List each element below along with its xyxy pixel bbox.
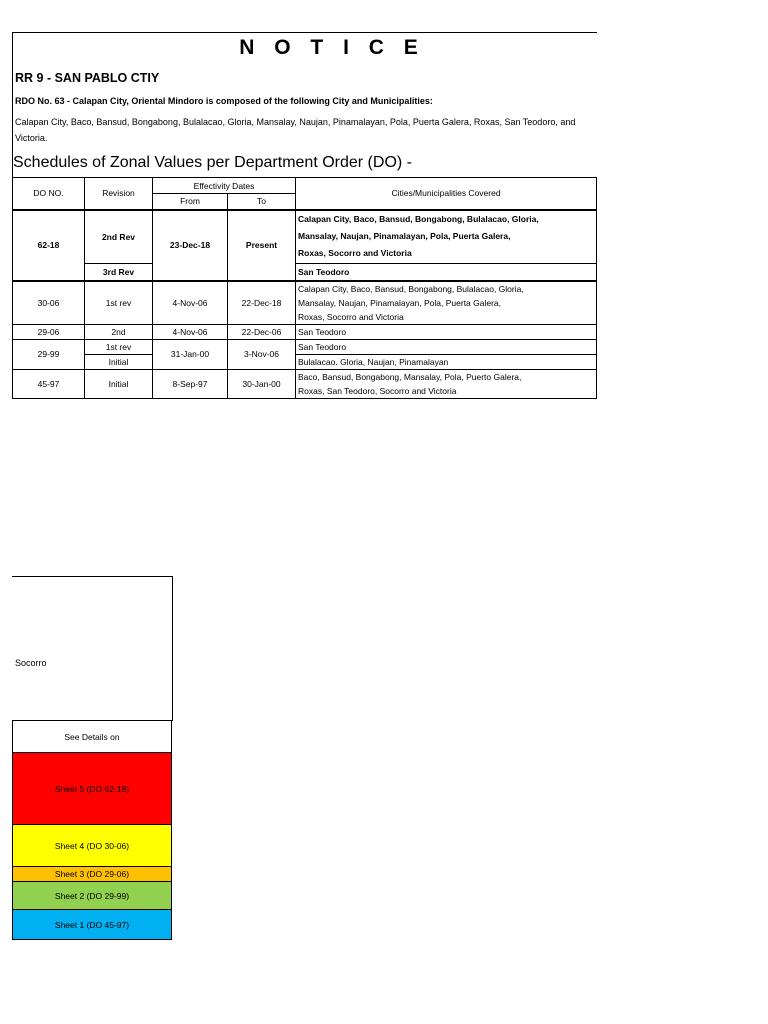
cell-covered [296, 210, 597, 264]
table-row [13, 369, 597, 398]
cell-from: 4-Nov-06 [153, 324, 228, 339]
rdo-bold-text: RDO No. 63 - Calapan City, Oriental Mindoro is composed of the following City and Municipalities: [15, 96, 433, 106]
rdo-description [15, 96, 433, 106]
sheet-3-link[interactable]: Sheet 3 (DO 29-06) [12, 867, 172, 882]
sheet-2-link[interactable]: Sheet 2 (DO 29-99) [12, 882, 172, 910]
sheet-5-link[interactable]: Sheet 5 (DO 62-18) [12, 753, 172, 825]
cell-do: 29-99 [13, 339, 85, 369]
cell-do: 45-97 [13, 369, 85, 398]
cell-do: 62-18 [13, 210, 85, 281]
cell-to: 22-Dec-18 [228, 281, 296, 325]
table-row [13, 210, 597, 264]
sheet-1-link[interactable]: Sheet 1 (DO 45-97) [12, 910, 172, 940]
composition-text: Calapan City, Baco, Bansud, Bongabong, Bulalacao, Gloria, Mansalay, Naujan, Pinamalayan, Pola, Puerta Galera, Roxas, San Teodoro, and Victoria. [15, 117, 576, 143]
cell-covered [296, 369, 597, 398]
cell-covered: San Teodoro [296, 264, 597, 281]
notice-title: N O T I C E [239, 36, 425, 59]
header-covered: Cities/Municipalities Covered [296, 178, 597, 210]
cell-from: 4-Nov-06 [153, 281, 228, 325]
cell-do: 29-06 [13, 324, 85, 339]
covered-line: Mansalay, Naujan, Pinamalayan, Pola, Puerta Galera, [298, 231, 511, 242]
header-effectivity: Effectivity Dates [153, 178, 296, 194]
cell-covered [296, 281, 597, 325]
schedule-title: Schedules of Zonal Values per Department Order (DO) - [13, 154, 412, 171]
cell-from: 8-Sep-97 [153, 369, 228, 398]
cell-rev: 2nd [85, 324, 153, 339]
covered-line: Baco, Bansud, Bongabong, Mansalay, Pola, Puerto Galera, [298, 371, 522, 382]
cell-to: 22-Dec-06 [228, 324, 296, 339]
cell-to: Present [228, 210, 296, 281]
cell-to: 30-Jan-00 [228, 369, 296, 398]
zonal-values-table [12, 177, 597, 399]
cell-rev: 2nd Rev [85, 210, 153, 264]
table-row [13, 339, 597, 354]
cell-rev: Initial [85, 369, 153, 398]
covered-line: Roxas, Socorro and Victoria [298, 311, 404, 322]
cell-rev: 1st rev [85, 339, 153, 354]
table-row [13, 324, 597, 339]
cell-covered: San Teodoro [296, 339, 597, 354]
see-details-cell: See Details on [12, 720, 172, 753]
cell-rev: 1st rev [85, 281, 153, 325]
cell-covered: San Teodoro [296, 324, 597, 339]
socorro-box [12, 576, 173, 721]
rr-heading: RR 9 - SAN PABLO CTIY [15, 71, 160, 85]
table-row [13, 281, 597, 325]
cell-from: 23-Dec-18 [153, 210, 228, 281]
table-row [13, 354, 597, 369]
cell-covered: Bulalacao. Gloria, Naujan, Pinamalayan [296, 354, 597, 369]
sheet-4-link[interactable]: Sheet 4 (DO 30-06) [12, 825, 172, 867]
cell-do: 30-06 [13, 281, 85, 325]
cell-rev: 3rd Rev [85, 264, 153, 281]
header-revision: Revision [85, 178, 153, 210]
covered-line: Calapan City, Baco, Bansud, Bongabong, Bulalacao, Gloria, [298, 214, 539, 225]
header-from: From [153, 194, 228, 210]
header-do-no: DO NO. [13, 178, 85, 210]
cell-rev: Initial [85, 354, 153, 369]
cell-to: 3-Nov-06 [228, 339, 296, 369]
socorro-label: Socorro [15, 658, 47, 668]
header-to: To [228, 194, 296, 210]
covered-line: Roxas, San Teodoro, Socorro and Victoria [298, 385, 457, 396]
covered-line: Mansalay, Naujan, Pinamalayan, Pola, Puerta Galera, [298, 297, 502, 308]
table-row [13, 264, 597, 281]
covered-line: Calapan City, Baco, Bansud, Bongabong, Bulalacao, Gloria, [298, 283, 524, 294]
cell-from: 31-Jan-00 [153, 339, 228, 369]
table-header-row [13, 178, 597, 194]
covered-line: Roxas, Socorro and Victoria [298, 248, 412, 259]
